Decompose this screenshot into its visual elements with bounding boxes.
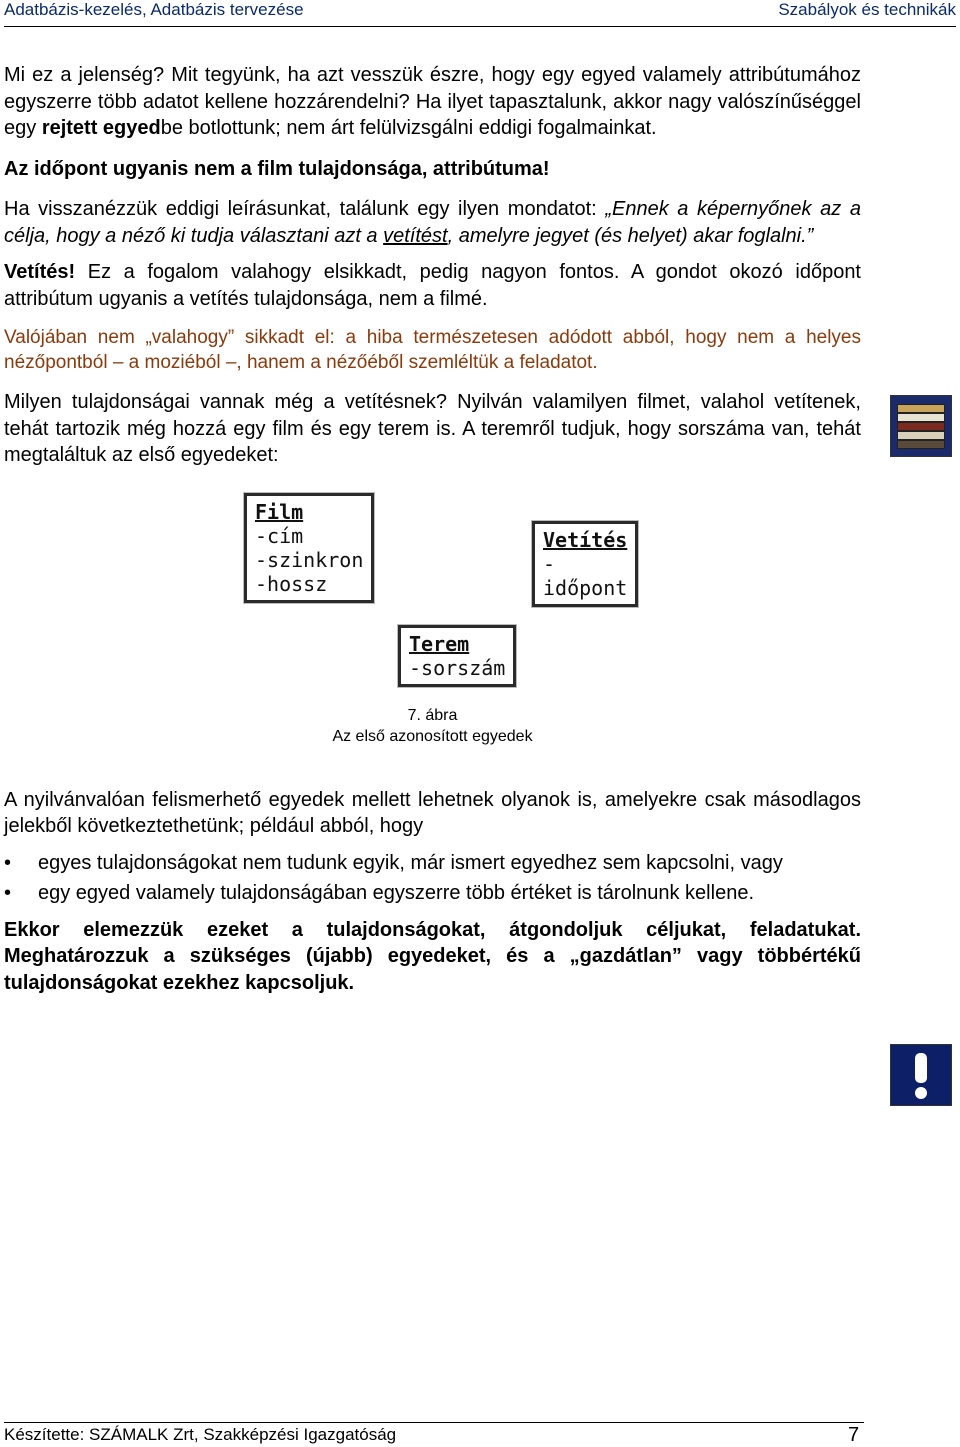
entity-attr: -hossz bbox=[255, 571, 328, 596]
paragraph-4 bbox=[4, 259, 861, 312]
entity-figure bbox=[240, 493, 630, 693]
p3-text-a: Ha visszanézzük eddigi leírásunkat, találunk egy ilyen mondatot: bbox=[4, 198, 606, 220]
p4-text: Ez a fogalom valahogy elsikkadt, pedig nagyon fontos. A gondot okozó időpont attribútum ugyanis a vetítés tulajdonsága, nem a filmé. bbox=[4, 261, 861, 310]
p3-quote-a: „Ennek a képernyőnek az a célja, hogy a néző ki tudja választani azt a bbox=[4, 198, 861, 247]
header-right-title: Szabályok és technikák bbox=[778, 0, 956, 19]
page-footer bbox=[4, 1422, 864, 1447]
figure-caption bbox=[4, 705, 861, 747]
entity-terem bbox=[398, 625, 516, 687]
list-item: • egyes tulajdonságokat nem tudunk egyik, már ismert egyedhez sem kapcsolni, vagy bbox=[4, 850, 861, 877]
p1-text-c: be botlottunk; nem árt felülvizsgálni eddigi fogalmainkat. bbox=[160, 117, 657, 139]
p4-bold: Vetítés! bbox=[4, 261, 76, 283]
p1-bold-term: rejtett egyed bbox=[41, 117, 161, 139]
footer-author: Készítette: SZÁMALK Zrt, Szakképzési Igazgatóság bbox=[4, 1425, 397, 1444]
paragraph-5-note: Valójában nem „valahogy” sikkadt el: a hiba természetesen adódott abból, hogy nem a helyes nézőpontból – a moziéból –, hanem a nézőéből szemléltük a feladatot. bbox=[4, 327, 861, 373]
entity-title: Vetítés bbox=[543, 527, 628, 552]
paragraph-7: A nyilvánvalóan felismerhető egyedek mellett lehetnek olyanok is, amelyekre csak másodlagos jelekből következtethetünk; például abból, hogy bbox=[4, 788, 861, 837]
list-item: • egy egyed valamely tulajdonságában egyszerre több értéket is tárolnunk kellene. bbox=[4, 880, 861, 907]
entity-attr: -szinkron bbox=[255, 547, 364, 572]
page-number: 7 bbox=[848, 1424, 860, 1446]
paragraph-2: Az időpont ugyanis nem a film tulajdonsága, attribútuma! bbox=[4, 157, 550, 180]
books-icon bbox=[890, 395, 952, 457]
entity-attr: -időpont bbox=[543, 551, 628, 600]
paragraph-8: Ekkor elemezzük ezeket a tulajdonságokat, átgondoljuk céljukat, feladatukat. Meghatározzuk a szükséges (újabb) egyedeket, és a „gazdátlan” vagy többértékű tulajdonságokat ezekhez kapcsoljuk. bbox=[4, 918, 861, 994]
entity-title: Terem bbox=[409, 631, 470, 656]
p3-underlined-term: vetítést bbox=[383, 224, 448, 247]
main-content bbox=[4, 62, 861, 996]
page-header bbox=[4, 0, 956, 27]
entity-attr: -sorszám bbox=[409, 655, 506, 680]
entity-title: Film bbox=[255, 499, 304, 524]
paragraph-6: Milyen tulajdonságai vannak még a vetítésnek? Nyilván valamilyen filmet, valahol vetítenek, tehát tartozik még hozzá egy film és egy terem is. A teremről tudjuk, hogy sorszáma van, tehát megtaláltuk az első egyedeket: bbox=[4, 391, 861, 466]
p1-text-a: Mi ez a jelenség? Mit tegyünk, ha azt vesszük észre, hogy egy egyed valamely attribútumához egyszerre több adatot kellene hozzárendelni? Ha ilyet tapasztalunk, akkor nagy valószínűséggel egy bbox=[4, 64, 861, 139]
header-left-title: Adatbázis-kezelés, Adatbázis tervezése bbox=[4, 0, 304, 19]
entity-vetites bbox=[532, 521, 638, 607]
paragraph-1 bbox=[4, 62, 861, 142]
paragraph-3 bbox=[4, 196, 861, 249]
entity-attr: -cím bbox=[255, 523, 304, 548]
p3-quote-d: , amelyre jegyet (és helyet) akar foglalni.” bbox=[447, 224, 814, 247]
exclamation-icon bbox=[890, 1044, 952, 1106]
entity-film bbox=[244, 493, 374, 603]
bullet-list bbox=[4, 850, 861, 907]
figure-number: 7. ábra bbox=[407, 706, 458, 724]
figure-title: Az első azonosított egyedek bbox=[332, 727, 533, 745]
